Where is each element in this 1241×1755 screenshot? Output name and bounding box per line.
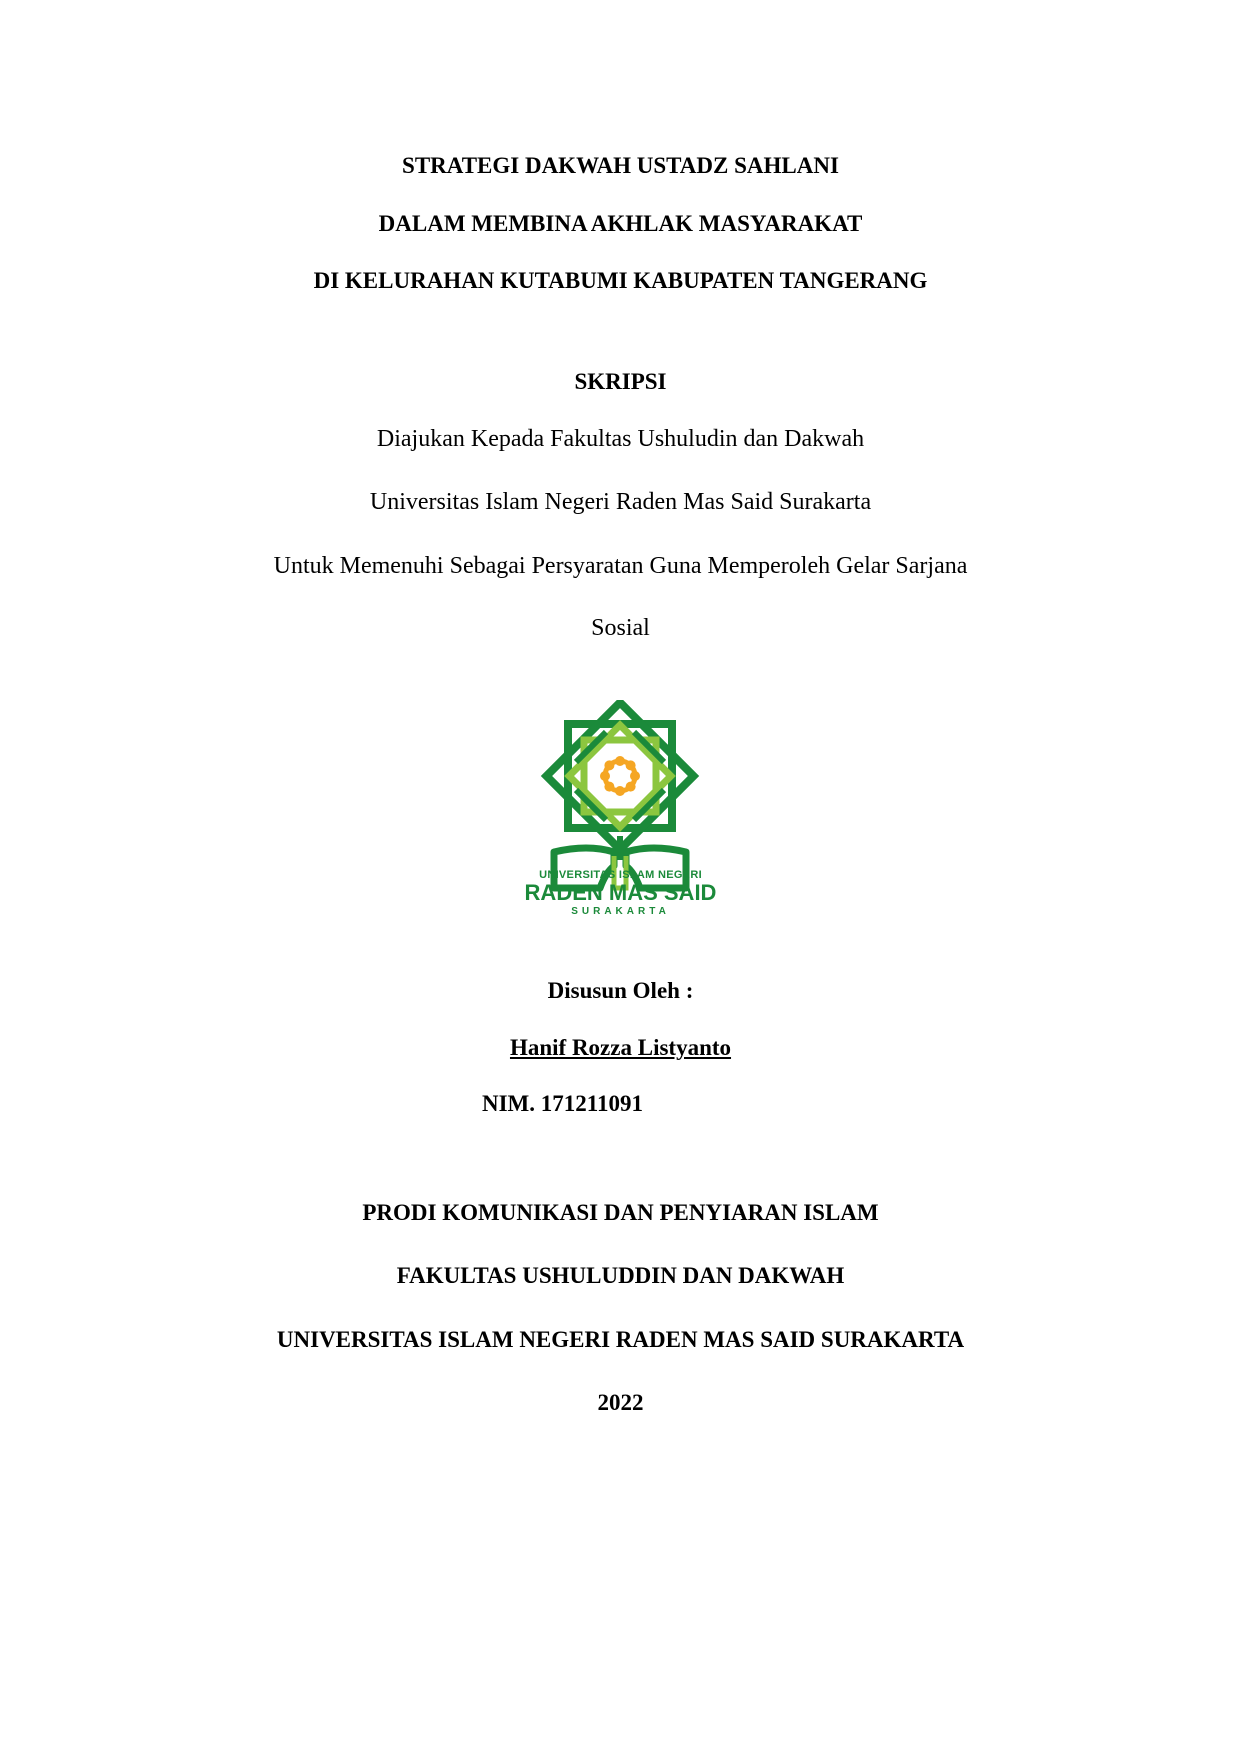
- submission-line-1: Diajukan Kepada Fakultas Ushuludin dan Dakwah: [376, 426, 865, 452]
- title-line-2: DALAM MEMBINA AKHLAK MASYARAKAT: [378, 211, 863, 236]
- document-type: SKRIPSI: [574, 369, 667, 394]
- institution-year: 2022: [597, 1390, 644, 1415]
- logo-emblem: [546, 702, 693, 888]
- author-nim: NIM. 171211091: [482, 1091, 643, 1116]
- submission-line-3: Untuk Memenuhi Sebagai Persyaratan Guna Memperoleh Gelar Sarjana: [273, 553, 968, 579]
- submission-line-2: Universitas Islam Negeri Raden Mas Said Surakarta: [369, 489, 872, 515]
- institution-line-2: FAKULTAS USHULUDDIN DAN DAKWAH: [396, 1263, 845, 1288]
- logo-text-line-2: RADEN MAS SAID: [524, 880, 717, 905]
- author-label: Disusun Oleh :: [547, 978, 694, 1003]
- institution-line-1: PRODI KOMUNIKASI DAN PENYIARAN ISLAM: [362, 1200, 879, 1225]
- title-line-1: STRATEGI DAKWAH USTADZ SAHLANI: [402, 153, 839, 178]
- submission-line-4: Sosial: [591, 615, 650, 641]
- author-name: Hanif Rozza Listyanto: [509, 1035, 732, 1060]
- title-line-3: DI KELURAHAN KUTABUMI KABUPATEN TANGERANG: [313, 268, 928, 293]
- logo-text-line-1: UNIVERSITAS ISLAM NEGERI: [539, 869, 702, 881]
- logo-text-line-3: SURAKARTA: [571, 906, 670, 917]
- emblem-center-flower: [600, 756, 640, 796]
- institution-line-3: UNIVERSITAS ISLAM NEGERI RADEN MAS SAID SURAKARTA: [276, 1327, 965, 1352]
